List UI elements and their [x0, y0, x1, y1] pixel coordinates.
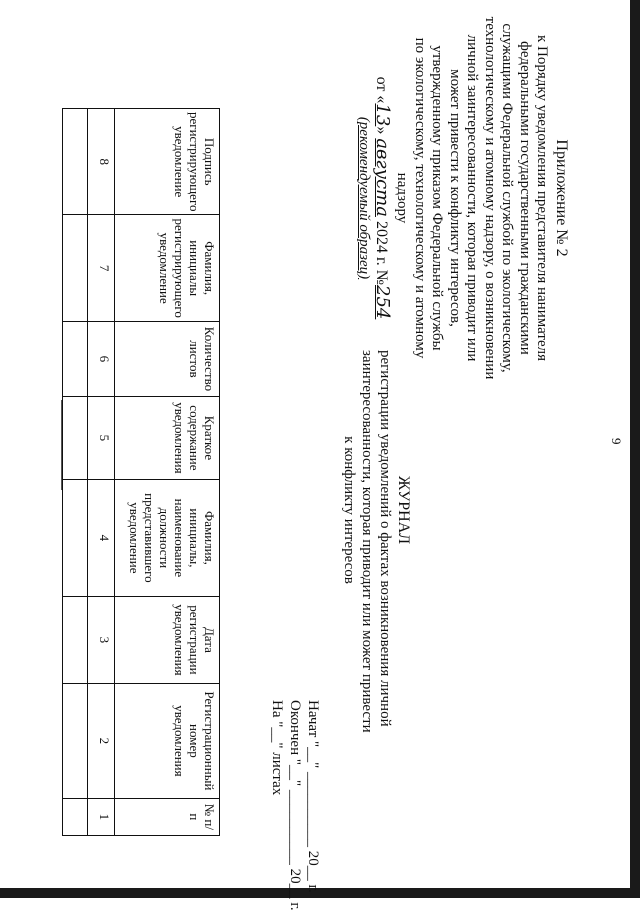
date-mid: »: [373, 126, 390, 139]
table-cell: [63, 798, 88, 835]
page-number: 9: [609, 438, 624, 445]
date-month-handwritten: августа: [372, 138, 393, 217]
journal-table: [62, 108, 220, 836]
table-cell: 6: [88, 321, 115, 396]
journal-end-line: Окончен "__" __________ 20__ г.: [287, 700, 303, 911]
header-registration-date: Дата регистрации уведомления: [115, 596, 220, 683]
header-registration-number: Регистрационный номер уведомления: [115, 683, 220, 798]
table-numbering-row: [88, 109, 115, 836]
journal-subtitle-line: регистрации уведомлений о фактах возникновения личной: [377, 350, 393, 727]
table-header-row: [115, 109, 220, 836]
table-empty-row: [63, 109, 88, 836]
date-prefix: от «: [373, 76, 390, 104]
journal-sheets-line: На "__" листах: [269, 700, 285, 796]
appendix-line: личной заинтересованности, которая приводит или: [464, 34, 481, 362]
appendix-line: к Порядку уведомления представителя нанимателя: [534, 35, 551, 361]
appendix-line: может привести к конфликту интересов,: [447, 69, 463, 327]
journal-title: ЖУРНАЛ: [395, 475, 412, 545]
appendix-line: технологическому и атомному надзору, о возникновении: [482, 16, 498, 380]
order-number-handwritten: 254: [372, 285, 393, 320]
journal-subtitle-line: к конфликту интересов: [341, 436, 357, 584]
header-sheet-count: Количество листов: [115, 321, 220, 396]
date-year: 2024 г. №: [373, 216, 390, 285]
header-registrar-name: Фамилия, инициалы регистрирующего уведомление: [115, 215, 220, 321]
journal-start-line: Начат "__" __________ 20__ г.: [305, 700, 321, 893]
appendix-block: [355, 12, 570, 384]
appendix-heading: Приложение № 2: [553, 139, 570, 257]
appendix-line: федеральными государственными гражданскими: [517, 41, 533, 355]
header-submitter: Фамилия, инициалы, наименование должности представившего уведомление: [115, 479, 220, 596]
table-cell: [63, 215, 88, 321]
table-cell: 7: [88, 215, 115, 321]
footer-rule: [61, 400, 62, 490]
table-cell: 3: [88, 596, 115, 683]
appendix-line: по экологическому, технологическому и атомному: [412, 37, 428, 359]
table-cell: [63, 321, 88, 396]
header-signature: Подпись регистрирующего уведомление: [115, 109, 220, 215]
table-cell: 4: [88, 479, 115, 596]
appendix-date-line: [373, 12, 392, 384]
table-cell: [63, 596, 88, 683]
table-cell: [63, 683, 88, 798]
appendix-line: надзору: [394, 172, 411, 224]
table-cell: 1: [88, 798, 115, 835]
header-summary: Краткое содержание уведомления: [115, 396, 220, 479]
journal-title-block: [340, 350, 412, 733]
journal-subtitle-line: заинтересованности, которая приводит или может привести: [359, 350, 375, 733]
appendix-line: служащими Федеральной службой по экологическому,: [499, 23, 516, 373]
table-cell: 8: [88, 109, 115, 215]
table-cell: 5: [88, 396, 115, 479]
table-cell: [63, 109, 88, 215]
recommended-sample-note: (рекомендуемый образец): [356, 116, 373, 280]
appendix-line: утвержденному приказом Федеральной службы: [429, 45, 446, 351]
table-cell: [63, 396, 88, 479]
table-cell: [63, 479, 88, 596]
journal-period-block: [268, 700, 322, 911]
date-day-handwritten: 13: [372, 103, 393, 127]
table-cell: 2: [88, 683, 115, 798]
header-row-number: № п/п: [115, 798, 220, 835]
